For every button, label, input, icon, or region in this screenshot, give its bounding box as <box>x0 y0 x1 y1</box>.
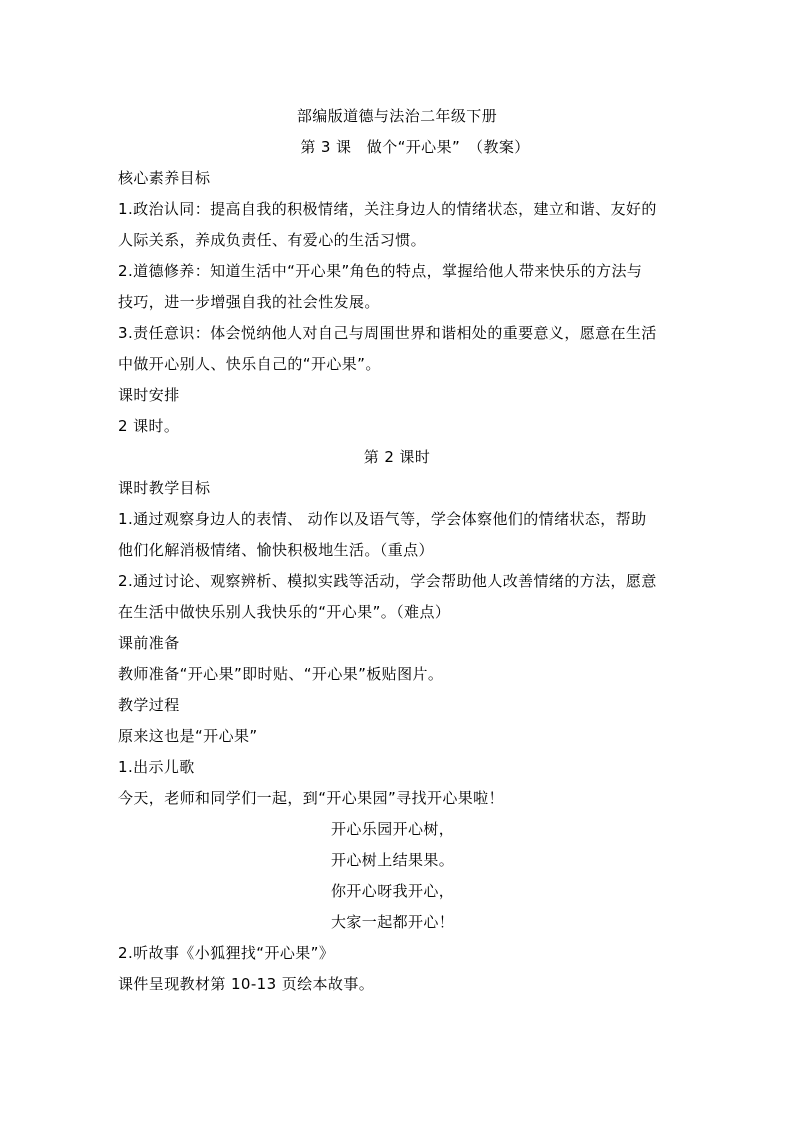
step-1: 1.出示儿歌 <box>118 758 195 776</box>
process-heading: 教学过程 <box>118 696 180 714</box>
poem-line-1: 开心乐园开心树， <box>331 820 455 838</box>
schedule-heading: 课时安排 <box>118 386 180 404</box>
step-1-text: 今天，老师和同学们一起，到“开心果园”寻找开心果啦！ <box>118 789 504 807</box>
poem-line-3: 你开心呀我开心， <box>331 882 455 900</box>
prep-text: 教师准备“开心果”即时贴、“开心果”板贴图片。 <box>118 665 444 683</box>
goal-item-2b: 在生活中做快乐别人我快乐的“开心果”。（难点） <box>118 603 451 621</box>
core-item-1b: 人际关系，养成负责任、有爱心的生活习惯。 <box>118 231 427 249</box>
core-item-3b: 中做开心别人、快乐自己的“开心果”。 <box>118 355 381 373</box>
doc-subtitle: 第 3 课 做个“开心果” （教案） <box>300 138 530 156</box>
goal-item-2a: 2.通过讨论、观察辨析、模拟实践等活动，学会帮助他人改善情绪的方法，愿意 <box>118 572 657 590</box>
core-item-2a: 2.道德修养：知道生活中“开心果”角色的特点，掌握给他人带来快乐的方法与 <box>118 262 643 280</box>
section-title: 原来这也是“开心果” <box>118 727 258 745</box>
step-2-text: 课件呈现教材第 10-13 页绘本故事。 <box>118 975 375 993</box>
step-2: 2.听故事《小狐狸找“开心果”》 <box>118 944 335 962</box>
core-heading: 核心素养目标 <box>118 169 211 187</box>
goal-item-1b: 他们化解消极情绪、愉快积极地生活。（重点） <box>118 541 434 559</box>
poem-line-2: 开心树上结果果。 <box>331 851 455 869</box>
prep-heading: 课前准备 <box>118 634 180 652</box>
lesson-heading: 第 2 课时 <box>363 448 431 466</box>
poem-line-4: 大家一起都开心！ <box>331 913 455 931</box>
goal-item-1a: 1.通过观察身边人的表情、 动作以及语气等，学会体察他们的情绪状态，帮助 <box>118 510 647 528</box>
core-item-1a: 1.政治认同：提高自我的积极情绪，关注身边人的情绪状态，建立和谐、友好的 <box>118 200 657 218</box>
core-item-2b: 技巧，进一步增强自我的社会性发展。 <box>118 293 380 311</box>
schedule-text: 2 课时。 <box>118 417 180 435</box>
goal-heading: 课时教学目标 <box>118 479 211 497</box>
core-item-3a: 3.责任意识：体会悦纳他人对自己与周围世界和谐相处的重要意义，愿意在生活 <box>118 324 657 342</box>
doc-title: 部编版道德与法治二年级下册 <box>296 107 498 125</box>
